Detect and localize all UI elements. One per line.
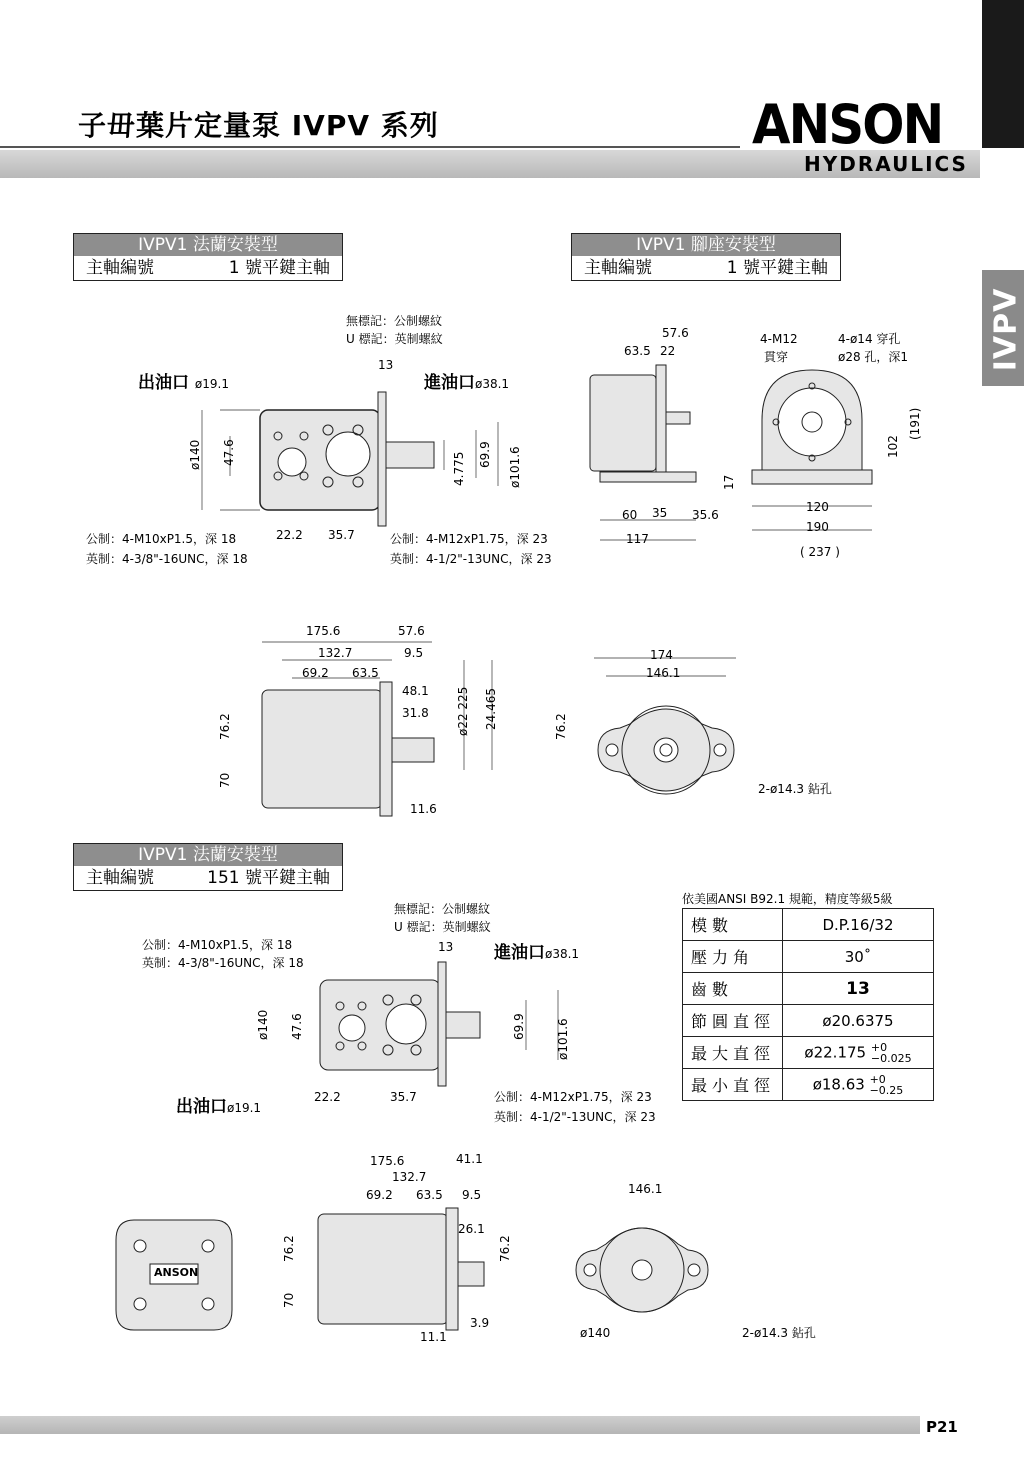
dim-76-2: 76.2 bbox=[282, 1235, 296, 1262]
spec-value: 13 bbox=[783, 973, 934, 1005]
dim-22-2: 22.2 bbox=[276, 528, 303, 542]
dim-132-7: 132.7 bbox=[392, 1170, 427, 1184]
dim-237: ( 237 ) bbox=[800, 545, 840, 559]
shaft-label: 主軸編號 bbox=[584, 258, 652, 278]
dim-190: 190 bbox=[806, 520, 829, 534]
table-row bbox=[683, 1005, 934, 1037]
dim-31-8: 31.8 bbox=[402, 706, 429, 720]
thread-left-imperial: 英制：4-3/8"-16UNC，深 18 bbox=[86, 552, 248, 566]
spec-value: ø20.6375 bbox=[783, 1005, 934, 1037]
thread-through: 貫穿 bbox=[764, 350, 789, 364]
table-row bbox=[683, 1037, 934, 1069]
spec-key: 壓力角 bbox=[683, 941, 783, 973]
title-rule bbox=[0, 146, 740, 148]
dim-63-5: 63.5 bbox=[352, 666, 379, 680]
thread-right-metric: 公制：4-M12xP1.75，深 23 bbox=[390, 532, 548, 546]
dim-57-6: 57.6 bbox=[398, 624, 425, 638]
spec-key: 最大直徑 bbox=[683, 1037, 783, 1069]
holes-28: ø28 孔，深1 bbox=[838, 350, 909, 364]
dim-175-6: 175.6 bbox=[370, 1154, 405, 1168]
shaft-value: 1 號平鍵主軸 bbox=[726, 258, 828, 278]
dim-35: 35 bbox=[652, 506, 668, 520]
dim-69-9: 69.9 bbox=[478, 441, 492, 468]
table-row bbox=[683, 909, 934, 941]
brand-logo bbox=[752, 93, 968, 176]
thread-right-imperial: 英制：4-1/2"-13UNC，深 23 bbox=[494, 1110, 656, 1124]
side-tab bbox=[982, 270, 1024, 386]
hole-note: 2-ø14.3 鉆孔 bbox=[742, 1326, 816, 1340]
spec-key: 最小直徑 bbox=[683, 1069, 783, 1101]
thread-note-metric: 無標記：公制螺紋 bbox=[346, 314, 443, 328]
dim-76-2: 76.2 bbox=[218, 713, 232, 740]
dim-22225: ø22 225 bbox=[456, 686, 470, 736]
dim-101-6: ø101.6 bbox=[556, 1018, 570, 1060]
shaft-value: 151 號平鍵主軸 bbox=[207, 868, 330, 888]
spec-value: 30˚ bbox=[783, 941, 934, 973]
dim-47-6: 47.6 bbox=[290, 1013, 304, 1040]
dim-13: 13 bbox=[378, 358, 394, 372]
dim-48-1: 48.1 bbox=[402, 684, 429, 698]
dim-69-9: 69.9 bbox=[512, 1013, 526, 1040]
dim-9-5: 9.5 bbox=[404, 646, 424, 660]
thread-left-metric: 公制：4-M10xP1.5，深 18 bbox=[86, 532, 237, 546]
dim-191: (191) bbox=[908, 407, 922, 440]
thread-left-imperial: 英制：4-3/8"-16UNC，深 18 bbox=[142, 956, 304, 970]
inlet-label: 進油口ø38.1 bbox=[494, 943, 580, 963]
dim-41-1: 41.1 bbox=[456, 1152, 483, 1166]
hole-note: 2-ø14.3 鉆孔 bbox=[758, 782, 832, 796]
shaft-value: 1 號平鍵主軸 bbox=[228, 258, 330, 278]
dim-140: ø140 bbox=[580, 1326, 611, 1340]
outlet-label: 出油口 ø19.1 bbox=[138, 373, 229, 393]
spec-value-with-tol: ø18.63 +0 −0.25 bbox=[783, 1069, 934, 1101]
dim-57-6: 57.6 bbox=[662, 326, 689, 340]
dim-11-1: 11.1 bbox=[420, 1330, 447, 1344]
dim-70: 70 bbox=[282, 1292, 296, 1308]
side-tab-label: IVPV bbox=[988, 287, 1024, 372]
dim-63-5: 63.5 bbox=[416, 1188, 443, 1202]
thread-right-metric: 公制：4-M12xP1.75，深 23 bbox=[494, 1090, 652, 1104]
flange151-front-ellipse-drawing bbox=[566, 1200, 726, 1330]
dim-175-6: 175.6 bbox=[306, 624, 341, 638]
dim-63-5: 63.5 bbox=[624, 344, 651, 358]
dim-4775: 4.775 bbox=[452, 451, 466, 486]
corner-block bbox=[982, 0, 1024, 148]
page-title: 子毌葉片定量泵 IVPV 系列 bbox=[78, 109, 439, 142]
dim-146-1: 146.1 bbox=[628, 1182, 663, 1196]
section3-header bbox=[73, 843, 343, 891]
dim-47-6: 47.6 bbox=[222, 439, 236, 466]
dim-26-1: 26.1 bbox=[458, 1222, 485, 1236]
outlet-label: 出油口ø19.1 bbox=[176, 1097, 262, 1117]
dim-22: 22 bbox=[660, 344, 676, 358]
dim-102: 102 bbox=[886, 435, 900, 458]
section2-title: IVPV1 腳座安裝型 bbox=[572, 234, 840, 256]
thread-note-imperial: U 標記：英制螺紋 bbox=[346, 332, 443, 346]
inlet-label: 進油口ø38.1 bbox=[424, 373, 510, 393]
thread-right-imperial: 英制：4-1/2"-13UNC，深 23 bbox=[390, 552, 552, 566]
table-row bbox=[683, 1069, 934, 1101]
dim-35-7: 35.7 bbox=[328, 528, 355, 542]
dim-146-1: 146.1 bbox=[646, 666, 681, 680]
section2-header bbox=[571, 233, 841, 281]
footer-bar bbox=[0, 1416, 920, 1434]
section3-title: IVPV1 法蘭安裝型 bbox=[74, 844, 342, 866]
section1-title: IVPV1 法蘭安裝型 bbox=[74, 234, 342, 256]
dim-24465: 24.465 bbox=[484, 688, 498, 730]
spec-key: 模數 bbox=[683, 909, 783, 941]
dim-101-6: ø101.6 bbox=[508, 446, 522, 488]
dim-140: ø140 bbox=[188, 439, 202, 470]
dim-22-2: 22.2 bbox=[314, 1090, 341, 1104]
dim-174: 174 bbox=[650, 648, 673, 662]
spec-value-with-tol: ø22.175 +0 −0.025 bbox=[783, 1037, 934, 1069]
dim-69-2: 69.2 bbox=[302, 666, 329, 680]
dim-13: 13 bbox=[438, 940, 454, 954]
logo-sub: HYDRAULICS bbox=[804, 152, 968, 176]
spec-key: 節圓直徑 bbox=[683, 1005, 783, 1037]
thread-note-metric: 無標記：公制螺紋 bbox=[394, 902, 491, 916]
rear-logo: ANSON bbox=[154, 1266, 199, 1279]
section1-header bbox=[73, 233, 343, 281]
dim-3-9: 3.9 bbox=[470, 1316, 490, 1330]
spline-spec-table bbox=[682, 908, 934, 1101]
dim-132-7: 132.7 bbox=[318, 646, 353, 660]
dim-17: 17 bbox=[722, 474, 736, 490]
spec-value: D.P.16/32 bbox=[783, 909, 934, 941]
thread-m12: 4-M12 bbox=[760, 332, 798, 346]
dim-117: 117 bbox=[626, 532, 649, 546]
dim-76-2: 76.2 bbox=[554, 713, 568, 740]
table-row bbox=[683, 973, 934, 1005]
dim-60: 60 bbox=[622, 508, 638, 522]
dim-35-6: 35.6 bbox=[692, 508, 719, 522]
dim-70: 70 bbox=[218, 772, 232, 788]
thread-note-imperial: U 標記：英制螺紋 bbox=[394, 920, 491, 934]
holes-14: 4-ø14 穿孔 bbox=[838, 332, 901, 346]
thread-left-metric: 公制：4-M10xP1.5，深 18 bbox=[142, 938, 293, 952]
dim-140: ø140 bbox=[256, 1009, 270, 1040]
logo-main: ANSON bbox=[752, 93, 943, 156]
spec-caption: 依美國ANSI B92.1 規範，精度等級5級 bbox=[682, 892, 893, 906]
shaft-label: 主軸編號 bbox=[86, 868, 154, 888]
dim-11-6: 11.6 bbox=[410, 802, 437, 816]
flange151-side-drawing bbox=[300, 1190, 530, 1340]
dim-35-7: 35.7 bbox=[390, 1090, 417, 1104]
dim-120: 120 bbox=[806, 500, 829, 514]
shaft-label: 主軸編號 bbox=[86, 258, 154, 278]
spec-key: 齒數 bbox=[683, 973, 783, 1005]
page-number: P21 bbox=[926, 1418, 958, 1436]
table-row bbox=[683, 941, 934, 973]
dim-69-2: 69.2 bbox=[366, 1188, 393, 1202]
dim-76-2b: 76.2 bbox=[498, 1235, 512, 1262]
dim-9-5: 9.5 bbox=[462, 1188, 482, 1202]
